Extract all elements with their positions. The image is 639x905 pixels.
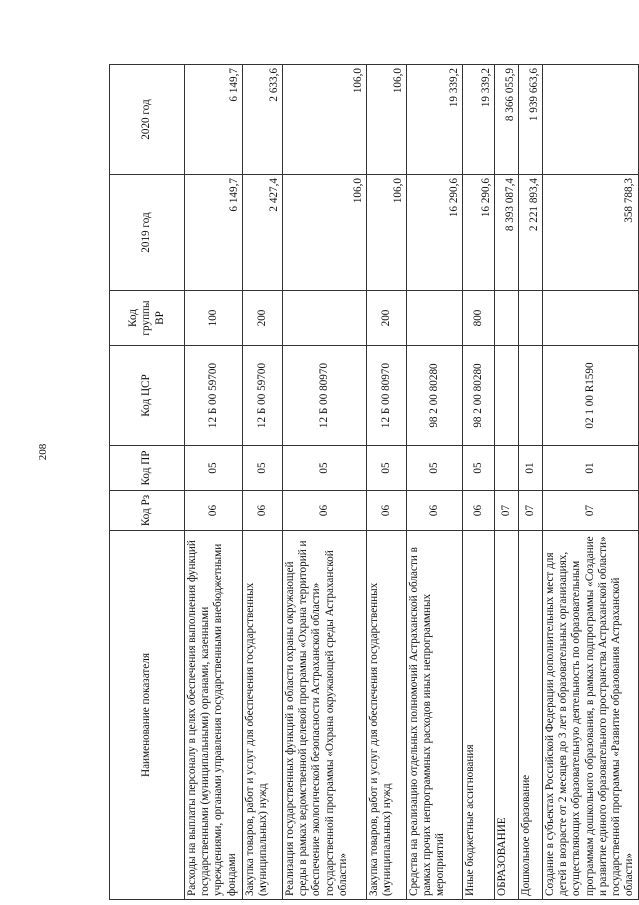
table-row	[519, 65, 543, 900]
row-2019: 2 221 893,4	[519, 175, 543, 291]
table-row	[243, 65, 283, 900]
row-csr: 98 2 00 80280	[407, 346, 463, 446]
row-name: Создание в субъектах Российской Федерации дополнительных мест для детей в возрасте от 2 месяцев до 3 лет в образовательных организациях, осуществляющих образовательную деятельность по образовательным программам дошкольного образования, в рамках подпрограммы «Создание и развитие единого образовательного пространства Астраханской области» государственной программы «Развитие образования Астраханской области»	[543, 531, 639, 900]
row-csr: 12 Б 00 59700	[243, 346, 283, 446]
row-rz: 06	[243, 491, 283, 531]
row-2019: 358 788,3	[543, 175, 639, 291]
row-pr: 05	[243, 446, 283, 491]
row-name: Иные бюджетные ассигнования	[463, 531, 495, 900]
table-row	[185, 65, 243, 900]
row-name: Реализация государственных функций в области охраны окружающей среды в рамках ведомственной целевой программы «Охрана территорий и обеспечение экологической безопасности Астраханской области» государственной программы «Охрана окружающей среды Астраханской области»	[283, 531, 367, 900]
row-vr: 800	[463, 291, 495, 346]
header-vr: Код группы ВР	[110, 291, 185, 346]
budget-table	[109, 64, 639, 900]
row-vr	[519, 291, 543, 346]
row-vr: 100	[185, 291, 243, 346]
row-2019: 8 393 087,4	[495, 175, 519, 291]
table-row	[463, 65, 495, 900]
row-csr: 12 Б 00 80970	[367, 346, 407, 446]
row-name: Средства на реализацию отдельных полномочий Астраханской области в рамках прочих непрограммных расходов иных непрограммных мероприятий	[407, 531, 463, 900]
row-2020: 2 633,6	[243, 65, 283, 175]
row-csr	[519, 346, 543, 446]
row-2020: 106,0	[367, 65, 407, 175]
row-name: Расходы на выплаты персоналу в целях обеспечения выполнения функций государственными (муниципальными) органами, казенными учреждениями, органами управления государственными внебюджетными фондами	[185, 531, 243, 900]
row-2019: 106,0	[283, 175, 367, 291]
header-2019: 2019 год	[110, 175, 185, 291]
row-2019: 16 290,6	[463, 175, 495, 291]
row-vr	[495, 291, 519, 346]
row-vr	[543, 291, 639, 346]
row-pr: 05	[367, 446, 407, 491]
table-header-row	[110, 65, 185, 900]
header-2020: 2020 год	[110, 65, 185, 175]
row-2020: 1 939 663,6	[519, 65, 543, 175]
row-2020	[543, 65, 639, 175]
row-pr: 01	[543, 446, 639, 491]
row-pr: 05	[463, 446, 495, 491]
row-csr	[495, 346, 519, 446]
row-vr: 200	[367, 291, 407, 346]
row-2020: 8 366 055,9	[495, 65, 519, 175]
row-2019: 106,0	[367, 175, 407, 291]
row-rz: 06	[283, 491, 367, 531]
row-name: Закупка товаров, работ и услуг для обеспечения государственных (муниципальных) нужд	[367, 531, 407, 900]
row-2019: 6 149,7	[185, 175, 243, 291]
row-csr: 12 Б 00 59700	[185, 346, 243, 446]
row-pr: 05	[185, 446, 243, 491]
row-rz: 06	[463, 491, 495, 531]
table-row	[495, 65, 519, 900]
row-rz: 06	[367, 491, 407, 531]
row-2020: 19 339,2	[463, 65, 495, 175]
row-rz: 07	[543, 491, 639, 531]
page-number: 208	[37, 443, 49, 461]
row-rz: 07	[495, 491, 519, 531]
row-csr: 98 2 00 80280	[463, 346, 495, 446]
table-row	[407, 65, 463, 900]
row-pr: 05	[407, 446, 463, 491]
row-name: Закупка товаров, работ и услуг для обеспечения государственных (муниципальных) нужд	[243, 531, 283, 900]
header-name: Наименование показателя	[110, 531, 185, 900]
row-pr: 01	[519, 446, 543, 491]
row-2019: 16 290,6	[407, 175, 463, 291]
table-row	[543, 65, 639, 900]
header-rz: Код Рз	[110, 491, 185, 531]
row-csr: 12 Б 00 80970	[283, 346, 367, 446]
row-pr: 05	[283, 446, 367, 491]
row-2020: 6 149,7	[185, 65, 243, 175]
row-name: Дошкольное образование	[519, 531, 543, 900]
table-row	[283, 65, 367, 900]
row-vr	[407, 291, 463, 346]
row-name: ОБРАЗОВАНИЕ	[495, 531, 519, 900]
row-vr: 200	[243, 291, 283, 346]
header-pr: Код ПР	[110, 446, 185, 491]
row-2019: 2 427,4	[243, 175, 283, 291]
row-csr: 02 1 00 R1590	[543, 346, 639, 446]
row-2020: 106,0	[283, 65, 367, 175]
row-rz: 06	[407, 491, 463, 531]
row-rz: 06	[185, 491, 243, 531]
row-vr	[283, 291, 367, 346]
row-2020: 19 339,2	[407, 65, 463, 175]
row-rz: 07	[519, 491, 543, 531]
header-csr: Код ЦСР	[110, 346, 185, 446]
table-row	[367, 65, 407, 900]
document-area	[109, 65, 636, 900]
row-pr	[495, 446, 519, 491]
